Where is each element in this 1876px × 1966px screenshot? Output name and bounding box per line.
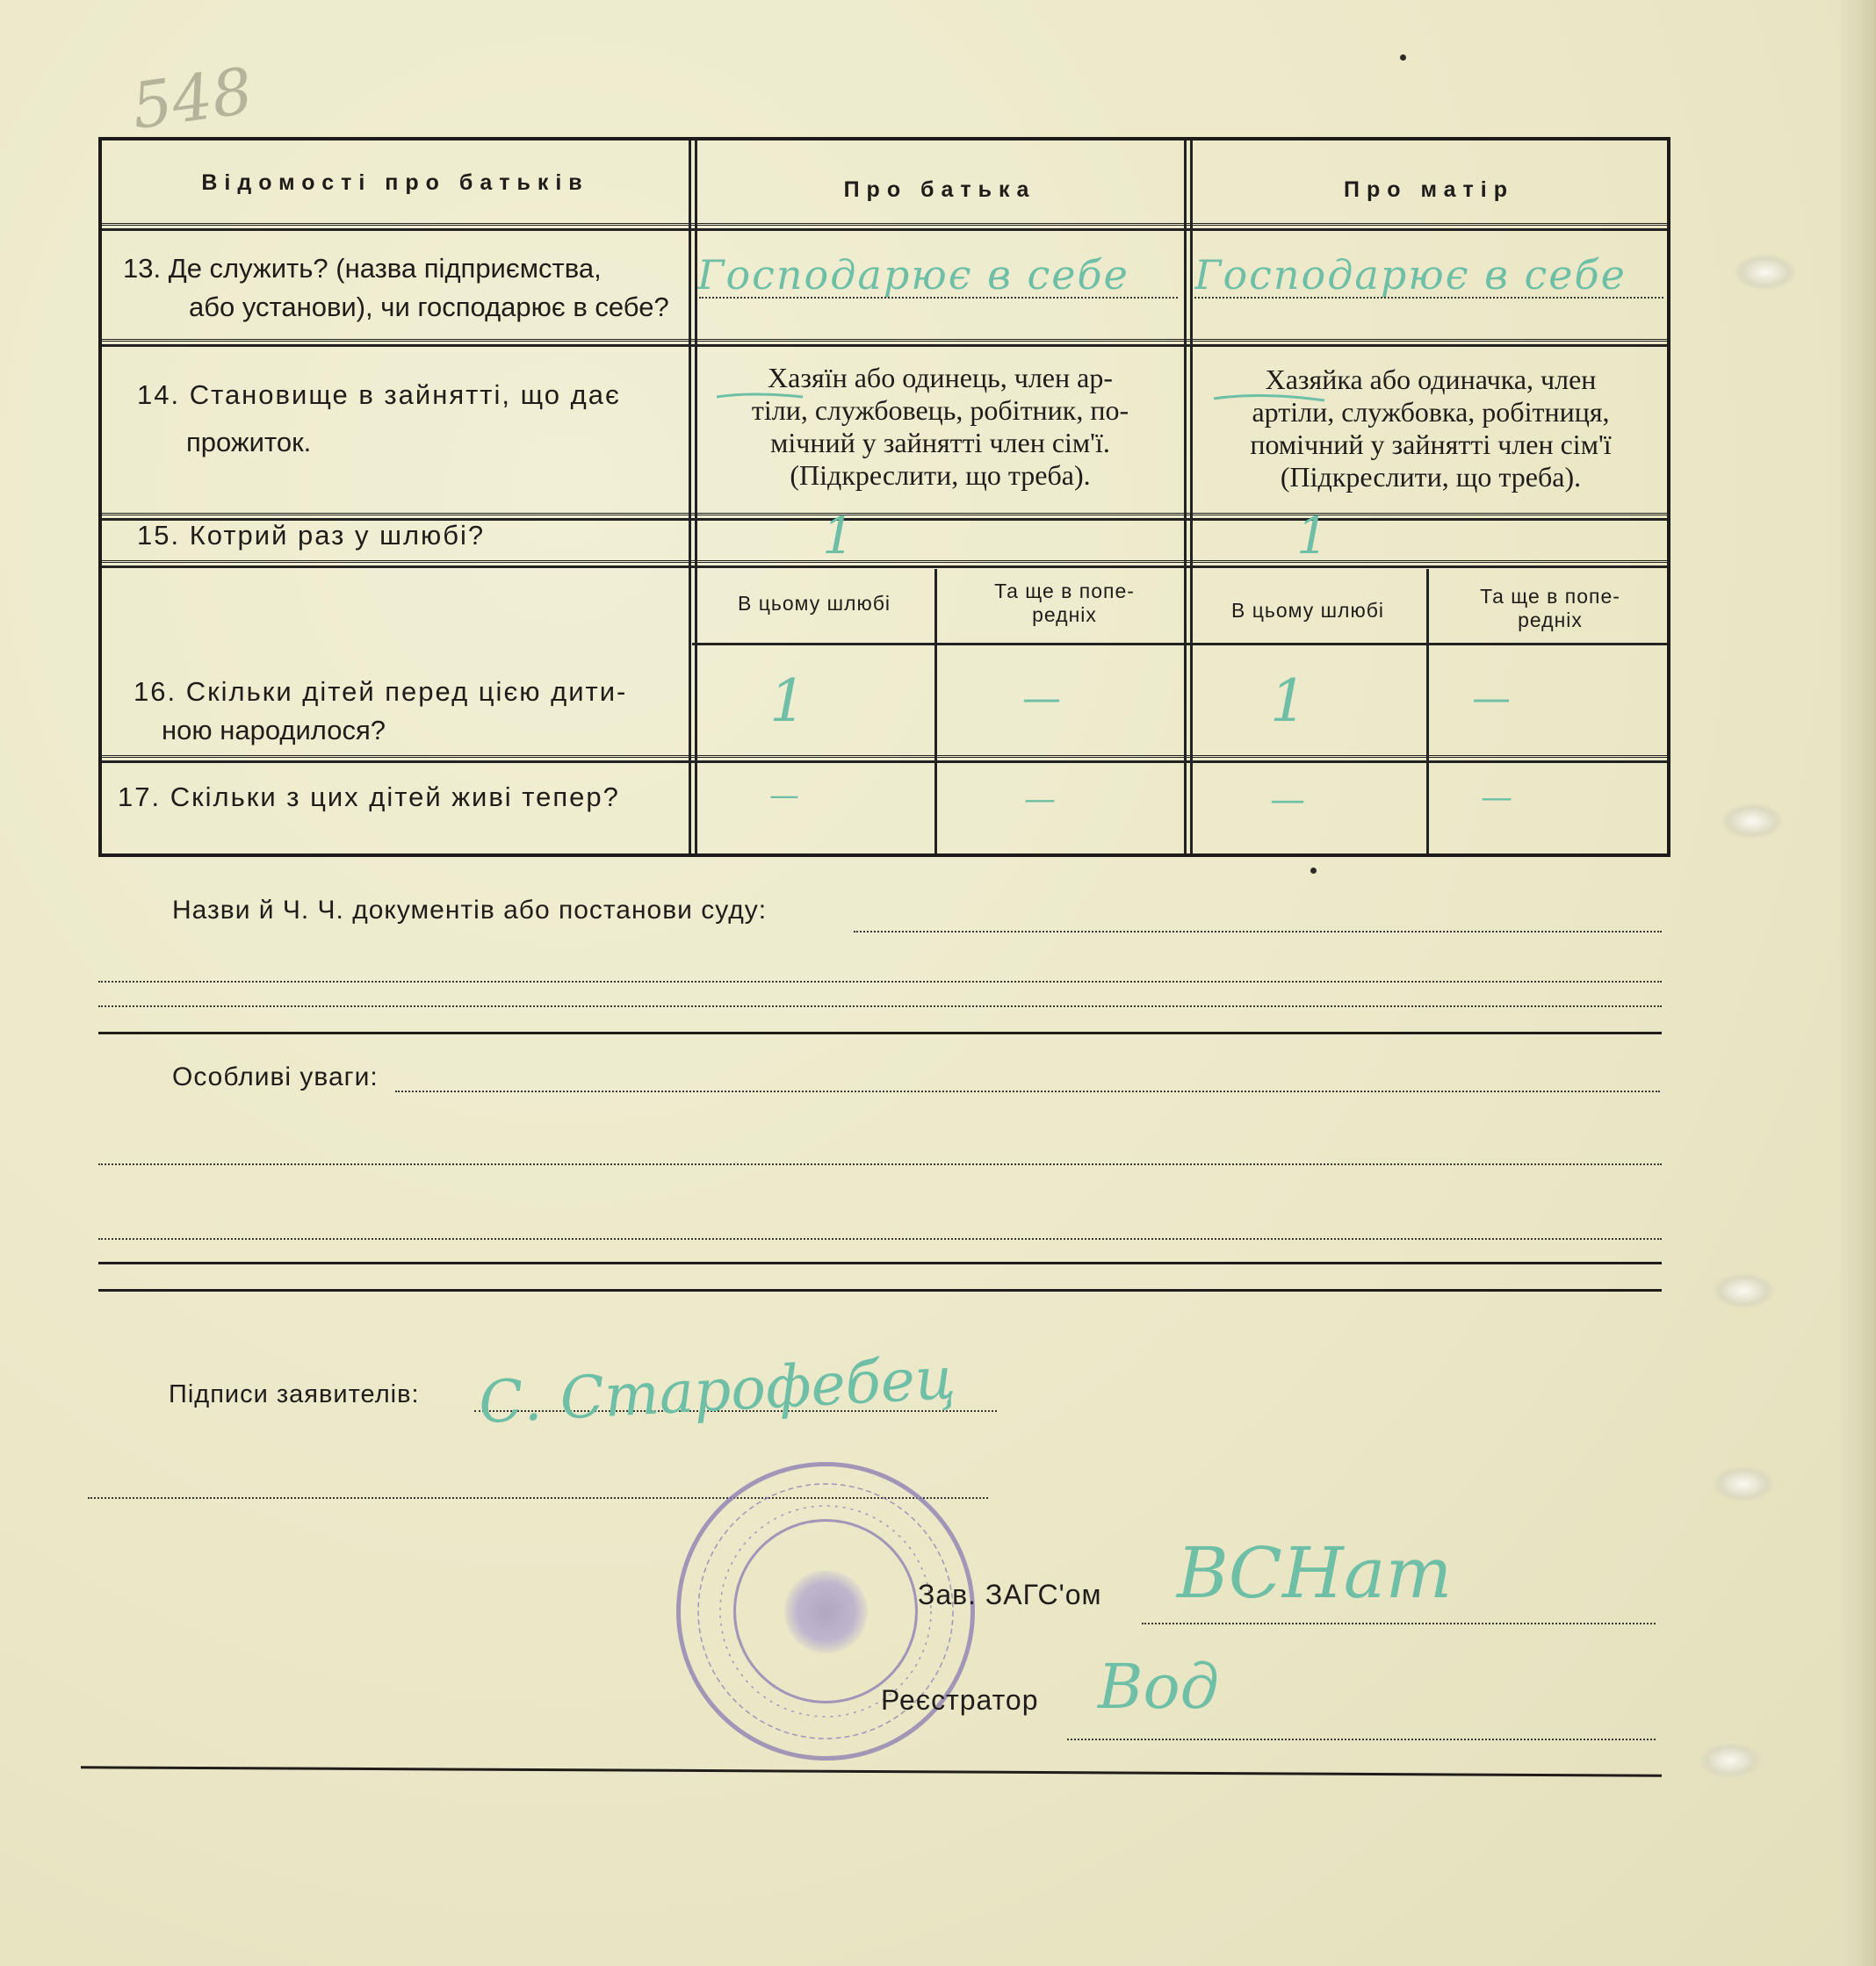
sub-header-line: Та ще в попе-	[1480, 585, 1620, 608]
zags-signature-line	[1142, 1623, 1656, 1624]
mother-children-this: 1	[1270, 667, 1307, 735]
table-divider	[934, 569, 937, 853]
remarks-line	[98, 1163, 1662, 1165]
header-mother: Про матір	[1344, 177, 1514, 202]
mother-workplace-value: Господарює в себе	[1194, 251, 1627, 299]
zags-label: Зав. ЗАГС'ом	[918, 1579, 1102, 1610]
ink-dot	[1310, 868, 1317, 874]
documents-line	[854, 931, 1662, 933]
question-14-line: 14. Становище в зайнятті, що дає	[137, 379, 621, 410]
mother-children-previous: —	[1472, 676, 1504, 721]
sub-header-this-marriage-father: В цьому шлюбі	[737, 592, 891, 615]
sub-header-line: редніх	[1518, 609, 1583, 631]
father-marriage-count: 1	[822, 506, 855, 565]
remarks-label: Особливі уваги:	[172, 1062, 379, 1091]
question-13-line: або установи), чи господарює в себе?	[189, 292, 669, 322]
section-divider	[98, 1032, 1662, 1034]
remarks-line	[98, 1238, 1662, 1240]
father-children-this: 1	[769, 667, 806, 735]
sub-header-line: Та ще в попе-	[994, 580, 1135, 602]
registrar-label: Реєстратор	[881, 1684, 1039, 1716]
question-17: 17. Скільки з цих дітей живі тепер?	[118, 781, 620, 812]
table-divider	[102, 755, 1667, 763]
section-divider	[98, 1289, 1662, 1292]
father-living-previous: —	[1024, 781, 1056, 817]
question-13	[123, 249, 685, 327]
binder-hole	[1713, 1466, 1774, 1502]
mother-options-line: (Підкреслити, що треба).	[1280, 461, 1582, 493]
father-options-line: тіли, службовець, робітник, по-	[751, 394, 1129, 426]
ink-dot	[1400, 54, 1406, 61]
question-16-line: ною народилося?	[162, 715, 386, 745]
table-divider	[102, 339, 1667, 347]
mother-occupation-options	[1207, 364, 1655, 493]
binder-hole	[1735, 255, 1796, 290]
mother-living-this: —	[1270, 780, 1298, 820]
table-divider	[692, 643, 1667, 645]
mother-living-previous: —	[1481, 780, 1512, 816]
registrar-signature-line	[1067, 1739, 1656, 1740]
underline-marks	[102, 140, 1674, 861]
father-options-line: Хазяїн або одинець, член ар-	[768, 362, 1113, 393]
documents-line	[98, 981, 1662, 983]
question-15: 15. Котрий раз у шлюбі?	[137, 520, 486, 551]
official-seal-ring-text	[681, 1466, 979, 1765]
signatures-label: Підписи заявителів:	[169, 1380, 420, 1408]
documents-label: Назви й Ч. Ч. документів або постанови суду:	[172, 896, 768, 925]
section-divider	[98, 1262, 1662, 1264]
question-14	[137, 376, 682, 462]
mother-options-line: артіли, службовка, робітниця,	[1252, 396, 1610, 428]
sub-header-line: редніх	[1032, 603, 1097, 626]
registrar-signature: Вод	[1098, 1651, 1219, 1723]
father-options-line: (Підкреслити, що треба).	[790, 459, 1091, 491]
page-edge	[1841, 0, 1876, 1966]
binder-hole	[1699, 1743, 1761, 1778]
binder-hole	[1721, 803, 1783, 839]
father-workplace-line	[699, 297, 1178, 299]
header-father: Про батька	[843, 177, 1036, 202]
question-14-line: прожиток.	[186, 427, 312, 457]
father-occupation-options	[710, 362, 1171, 492]
archive-number: 548	[126, 53, 257, 144]
table-divider	[102, 223, 1667, 231]
question-16-line: 16. Скільки дітей перед цією дити-	[133, 676, 628, 707]
question-13-line: 13. Де служить? (назва підприємства,	[123, 253, 602, 284]
father-living-this: —	[769, 778, 799, 813]
question-16	[133, 673, 687, 750]
mother-options-line: Хазяйка або одиначка, член	[1265, 364, 1597, 395]
applicant-signature: С. Старофебец	[477, 1343, 957, 1437]
bottom-rule	[81, 1766, 1662, 1776]
parents-info-table	[98, 137, 1670, 857]
father-workplace-value: Господарює в себе	[697, 251, 1129, 299]
father-children-previous: —	[1022, 676, 1061, 721]
mother-options-line: помічний у зайнятті член сім'ї	[1250, 428, 1612, 460]
mother-marriage-count: 1	[1296, 506, 1329, 565]
header-parents-info: Відомості про батьків	[201, 170, 589, 195]
sub-header-this-marriage-mother: В цьому шлюбі	[1230, 599, 1385, 622]
remarks-line	[395, 1091, 1660, 1092]
table-divider	[1184, 140, 1193, 853]
documents-line	[98, 1005, 1662, 1007]
table-divider	[1426, 569, 1429, 853]
table-divider	[689, 140, 697, 853]
binder-hole	[1713, 1273, 1774, 1308]
father-options-line: мічний у зайнятті член сім'ї.	[770, 427, 1110, 458]
mother-workplace-line	[1194, 297, 1663, 299]
sub-header-previous-mother	[1433, 585, 1667, 632]
zags-signature: ВСНат	[1177, 1532, 1453, 1614]
sub-header-previous-father	[942, 580, 1187, 627]
